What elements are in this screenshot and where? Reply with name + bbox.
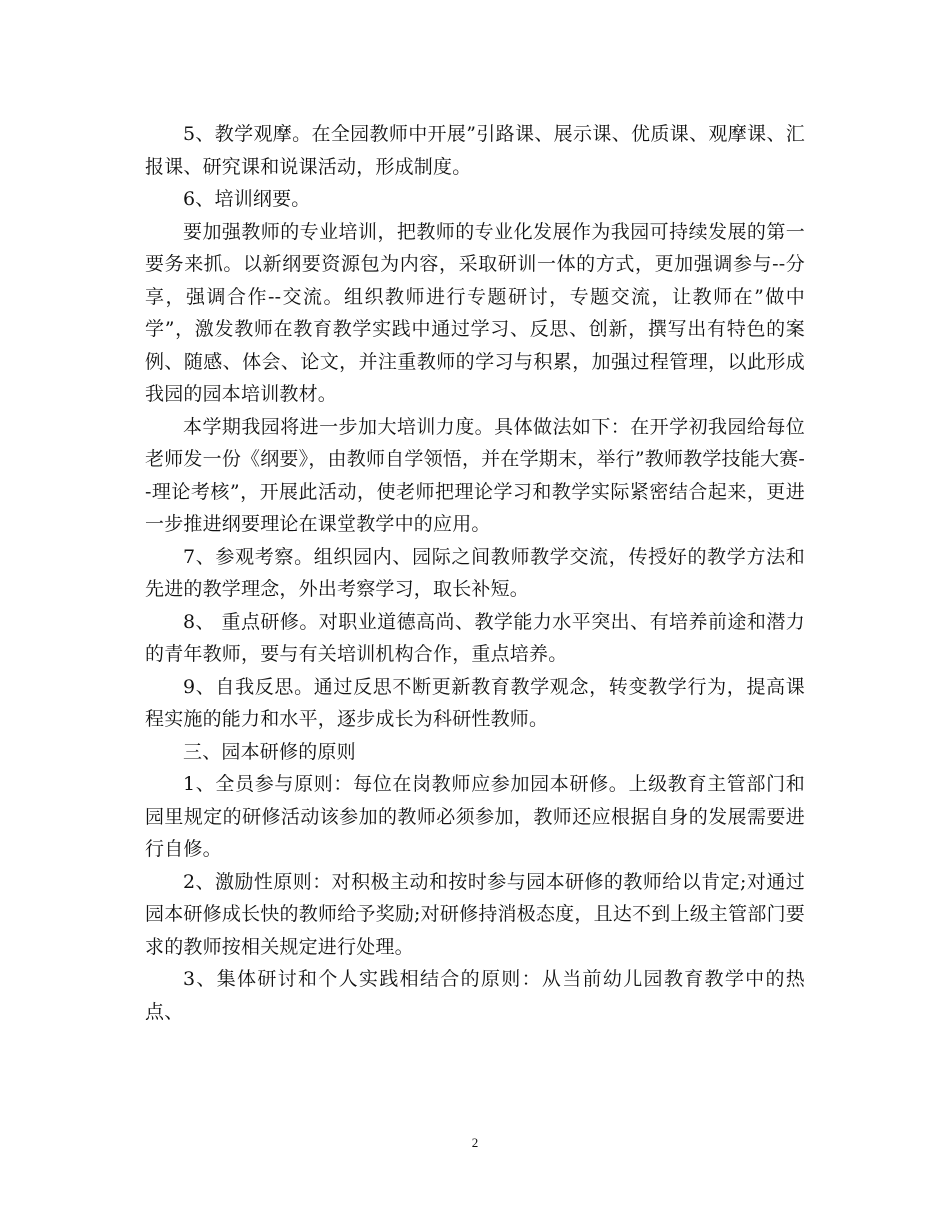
paragraph-self-reflection: 9、自我反思。通过反思不断更新教育教学观念，转变教学行为，提高课程实施的能力和水平，逐步成长为科研性教师。 xyxy=(145,675,805,730)
paragraph-semester-training-plan: 本学期我园将进一步加大培训力度。具体做法如下：在开学初我园给每位老师发一份《纲要》，由教师自学领悟，并在学期末，举行”教师教学技能大赛--理论考核”，开展此活动，使老师把理论学习和教学实际紧密结合起来，更进一步推进纲要理论在课堂教学中的应用。 xyxy=(145,415,805,535)
paragraph-training-outline-heading: 6、培训纲要。 xyxy=(183,188,311,210)
paragraph-full-participation: 1、全员参与原则：每位在岗教师应参加园本研修。上级教育主管部门和园里规定的研修活动该参加的教师必须参加，教师还应根据自身的发展需要进行自修。 xyxy=(145,773,805,860)
paragraph-incentive-principle: 2、激励性原则：对积极主动和按时参与园本研修的教师给以肯定;对通过园本研修成长快的教师给予奖励;对研修持消极态度，且达不到上级主管部门要求的教师按相关规定进行处理。 xyxy=(145,870,805,958)
document-body xyxy=(145,118,805,1028)
paragraph-professional-training: 要加强教师的专业培训，把教师的专业化发展作为我园可持续发展的第一要务来抓。以新纲要资源包为内容，采取研训一体的方式，更加强调参与--分享，强调合作--交流。组织教师进行专题研讨，专题交流，让教师在”做中学”，激发教师在教育教学实践中通过学习、反思、创新，撰写出有特色的案例、随感、体会、论文，并注重教师的学习与积累，加强过程管理，以此形成我园的园本培训教材。 xyxy=(145,220,805,405)
paragraph-site-visits: 7、参观考察。组织园内、园际之间教师教学交流，传授好的教学方法和先进的教学理念，外出考察学习，取长补短。 xyxy=(145,545,805,600)
section-heading-principles: 三、园本研修的原则 xyxy=(183,740,356,763)
paragraph-teaching-observation: 5、教学观摩。在全园教师中开展”引路课、展示课、优质课、观摩课、汇报课、研究课和说课活动，形成制度。 xyxy=(145,123,805,178)
page-number: 2 xyxy=(471,1135,479,1150)
paragraph-collective-practice: 3、集体研讨和个人实践相结合的原则：从当前幼儿园教育教学中的热点、 xyxy=(145,968,805,1023)
paragraph-key-training: 8、 重点研修。对职业道德高尚、教学能力水平突出、有培养前途和潜力的青年教师，要与有关培训机构合作，重点培养。 xyxy=(145,610,805,665)
